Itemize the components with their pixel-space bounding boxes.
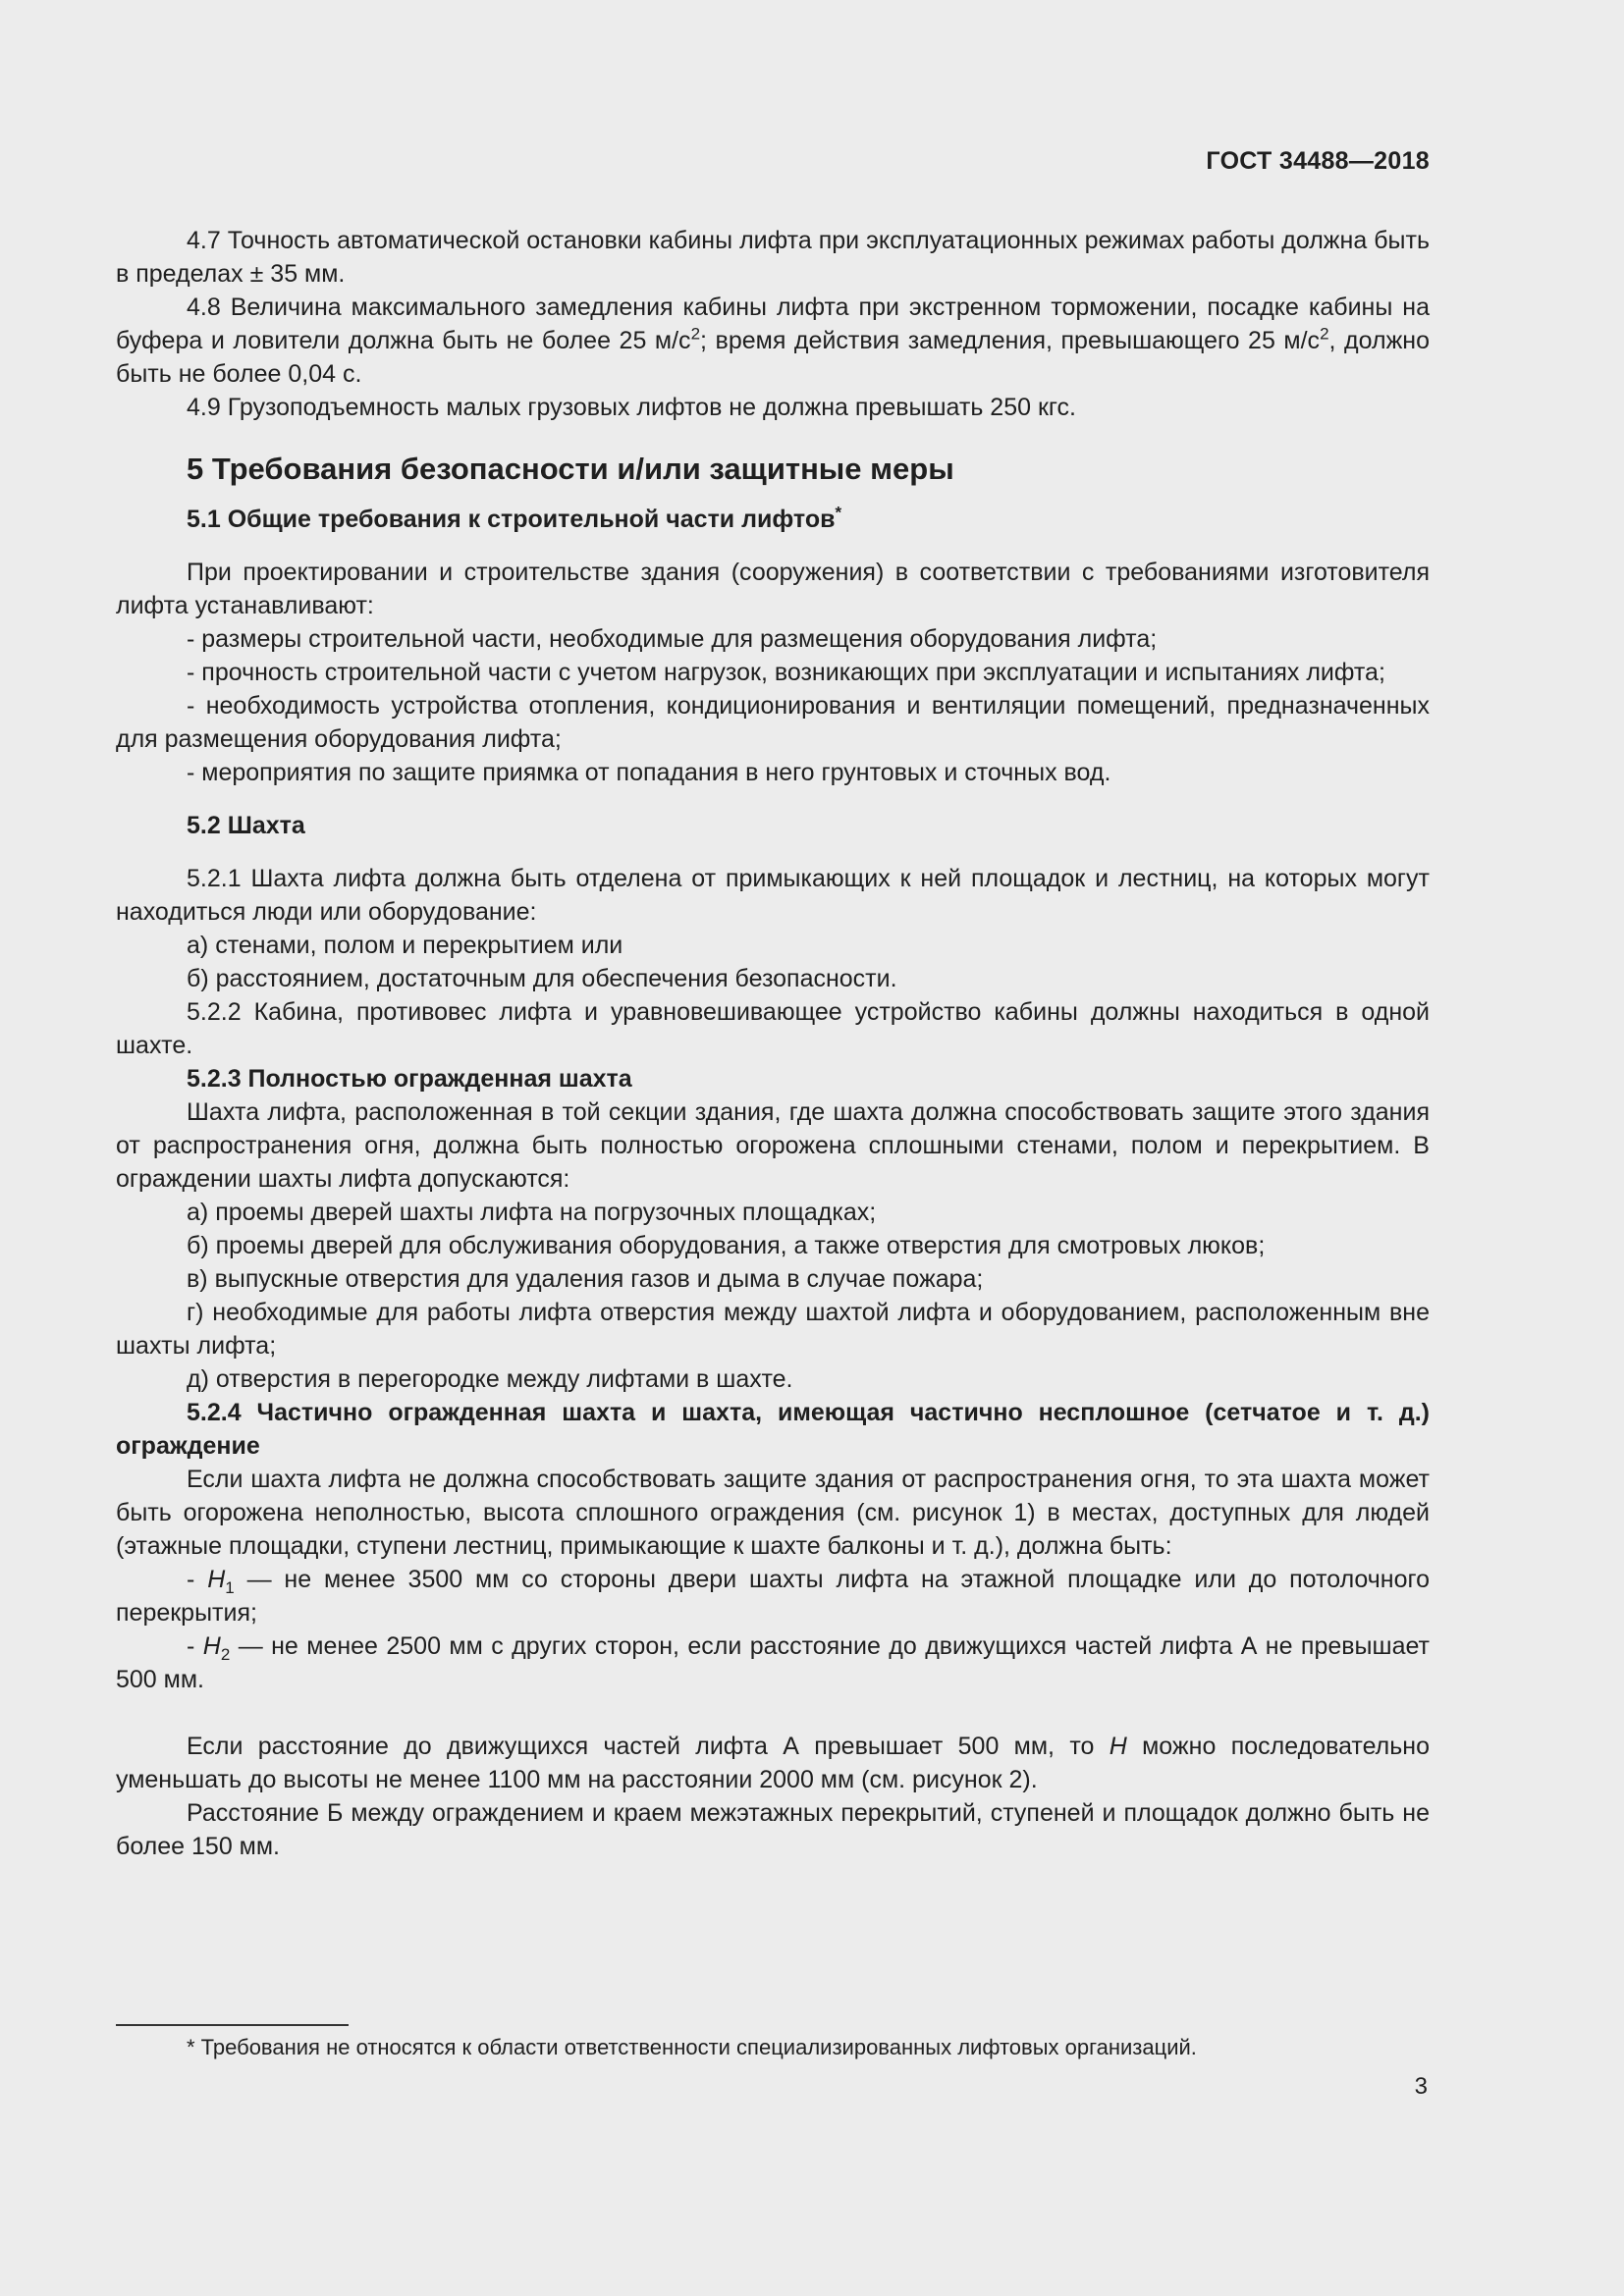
list-item-h1: - $H_1$ — не менее 3500 мм со стороны двери шахты лифта на этажной площадке или до потолочного перекрытия; [116, 1566, 1430, 1627]
paragraph-4-7: 4.7 Точность автоматической остановки кабины лифта при эксплуатационных режимах работы должна быть в пределах ± 35 мм. [116, 227, 1430, 288]
list-item: б) расстоянием, достаточным для обеспечения безопасности. [187, 965, 897, 992]
subsection-5-1-title: 5.1 Общие требования к строительной части лифтов* [187, 503, 842, 533]
list-item: в) выпускные отверстия для удаления газов и дыма в случае пожара; [187, 1265, 984, 1293]
list-item: а) проемы дверей шахты лифта на погрузочных площадках; [187, 1199, 877, 1226]
list-item: б) проемы дверей для обслуживания оборудования, а также отверстия для смотровых люков; [187, 1232, 1266, 1259]
subsection-5-2-title: 5.2 Шахта [187, 812, 305, 839]
subsection-5-2-4-title: 5.2.4 Частично огражденная шахта и шахта, имеющая частично несплошное (сетчатое и т. д.) ограждение [116, 1399, 1430, 1460]
paragraph-5-2-4: Если шахта лифта не должна способствовать защите здания от распространения огня, то эта шахта может быть огорожена неполностью, высота сплошного ограждения (см. рисунок 1) в местах, доступных для людей (этажные площадки, ступени лестниц, примыкающие к шахте балконы и т. д.), должна быть: [116, 1466, 1430, 1560]
paragraph-4-8: 4.8 Величина максимального замедления кабины лифта при экстренном торможении, посадке кабины на буфера и ловители должна быть не более 25 $м/с^2$; время действия замедления, превышающего 25 $м/с^2$, должно быть не более 0,04 с. [116, 294, 1431, 388]
list-item: г) необходимые для работы лифта отверстия между шахтой лифта и оборудованием, расположенным вне шахты лифта; [116, 1299, 1430, 1360]
list-item: - прочность строительной части с учетом нагрузок, возникающих при эксплуатации и испытаниях лифта; [187, 659, 1385, 686]
paragraph-distance-b: Расстояние Б между ограждением и краем межэтажных перекрытий, ступеней и площадок должно быть не более 150 мм. [116, 1799, 1430, 1860]
list-item: - необходимость устройства отопления, кондиционирования и вентиляции помещений, предназначенных для размещения оборудования лифта; [116, 692, 1430, 753]
paragraph-4-9: 4.9 Грузоподъемность малых грузовых лифтов не должна превышать 250 кгс. [187, 394, 1076, 421]
list-item: а) стенами, полом и перекрытием или [187, 932, 623, 959]
footnote: * Требования не относятся к области ответственности специализированных лифтовых организаций. [187, 2035, 1197, 2059]
paragraph-5-2-1: 5.2.1 Шахта лифта должна быть отделена от примыкающих к ней площадок и лестниц, на которых могут находиться люди или оборудование: [116, 865, 1430, 926]
document-code: ГОСТ 34488—2018 [1206, 147, 1430, 175]
list-item: - мероприятия по защите приямка от попадания в него грунтовых и сточных вод. [187, 759, 1111, 786]
footnote-divider [116, 2024, 349, 2026]
list-item: д) отверстия в перегородке между лифтами в шахте. [187, 1365, 793, 1393]
section-5-title: 5 Требования безопасности и/или защитные меры [187, 452, 954, 486]
subsection-5-2-3-title: 5.2.3 Полностью огражденная шахта [187, 1065, 632, 1093]
list-item-h2: - $H_2$ — не менее 2500 мм с других сторон, если расстояние до движущихся частей лифта А не превышает 500 мм. [116, 1632, 1430, 1693]
paragraph-5-2-2: 5.2.2 Кабина, противовес лифта и уравновешивающее устройство кабины должны находиться в одной шахте. [116, 998, 1430, 1059]
paragraph-5-1-intro: При проектировании и строительстве здания (сооружения) в соответствии с требованиями изготовителя лифта устанавливают: [116, 559, 1430, 619]
paragraph-5-2-3: Шахта лифта, расположенная в той секции здания, где шахта должна способствовать защите этого здания от распространения огня, должна быть полностью огорожена сплошными стенами, полом и перекрытием. В ограждении шахты лифта допускаются: [116, 1098, 1430, 1193]
paragraph-distance-over-500: Если расстояние до движущихся частей лифта А превышает 500 мм, то H можно последовательно уменьшать до высоты не менее 1100 мм на расстоянии 2000 мм (см. рисунок 2). [116, 1733, 1430, 1793]
list-item: - размеры строительной части, необходимые для размещения оборудования лифта; [187, 625, 1158, 653]
page-number: 3 [1414, 2073, 1428, 2100]
page-body [116, 224, 1430, 1863]
